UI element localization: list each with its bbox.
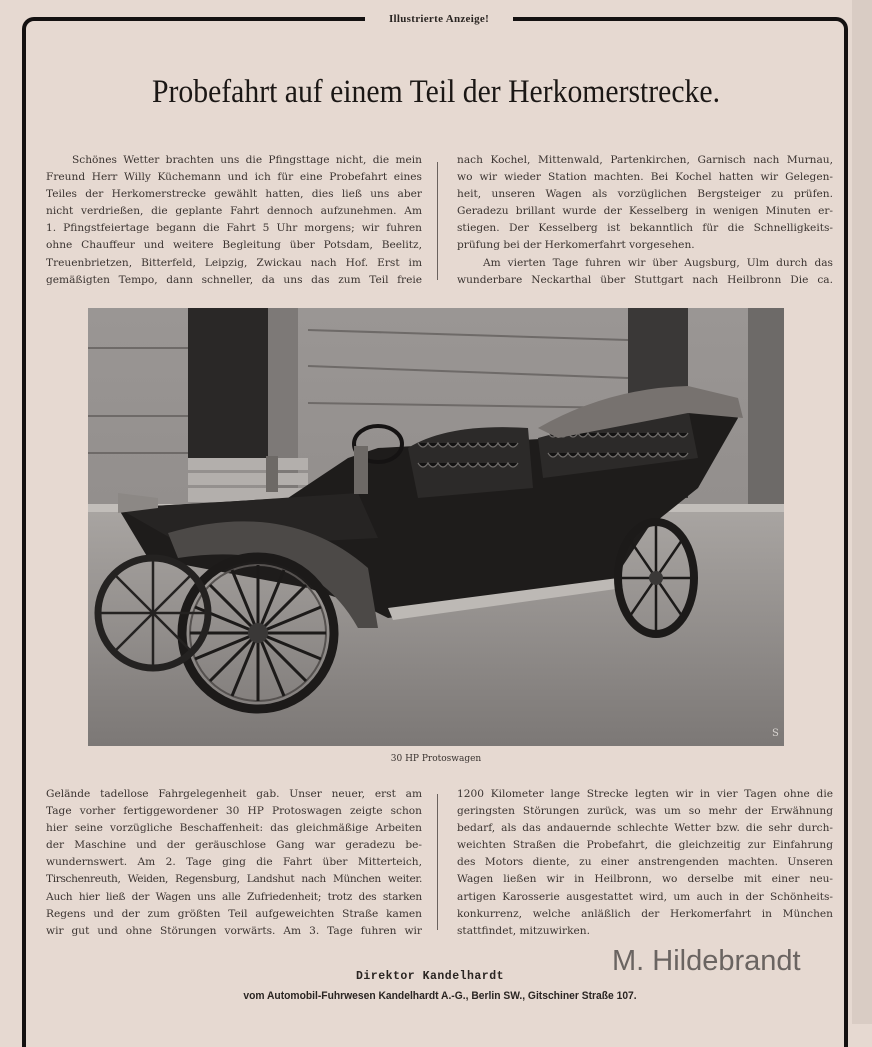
text-line: geringsten Störungen zurück, was um so mehr der Erwähnung — [457, 805, 833, 818]
signature-name: Direktor Kandelhardt — [355, 970, 505, 983]
signature-company: vom Automobil-Fuhrwesen Kandelhardt A.-G., Berlin SW., Gitschiner Straße 107. — [243, 990, 637, 1002]
text-line: stattfindet, mitzuwirken. — [457, 924, 590, 937]
text-line: Regens und der zum größten Teil aufgeweichten Straße kamen — [46, 907, 422, 920]
engraver-mark: S — [772, 728, 779, 739]
column-divider — [437, 162, 438, 280]
bottom-left-column — [46, 786, 422, 940]
text-line: bedarf, als das andauernde schlechte Wetter bzw. die sehr durch- — [457, 822, 833, 835]
text-line: Tirschenreuth, Weiden, Regensburg, Landshut nach München weiter. — [46, 873, 422, 886]
text-line: des Motors diente, zu einer anstrengenden machten. Unseren — [457, 856, 833, 869]
text-line: konkurrenz, welche anläßlich der Herkomerfahrt in München — [457, 907, 833, 920]
photo-caption: 30 HP Protoswagen — [390, 754, 482, 764]
text-line: Wagen ließen wir in Heilbronn, wo derselbe mit einer neu- — [457, 873, 833, 886]
paper-edge — [852, 0, 872, 1024]
text-line: wundernswert. Am 2. Tage ging die Fahrt über Mitterteich, — [46, 856, 422, 869]
text-line: Auch hier ließ der Wagen uns alle Zufriedenheit; trotz des starken — [46, 890, 422, 903]
text-line: Tage vorher fertiggewordener 30 HP Protoswagen zeigte schon — [46, 805, 422, 818]
rear-wheel — [618, 522, 694, 634]
article-title: Probefahrt auf einem Teil der Herkomerstrecke. — [151, 74, 721, 110]
text-line: heit, unseren Wagen als vorzüglichen Bergsteiger zu prüfen. — [457, 188, 833, 201]
text-line: Gelände tadellose Fahrgelegenheit gab. Unser neuer, erst am — [46, 788, 422, 800]
watermark: M. Hildebrandt — [612, 945, 801, 977]
text-line: Freund Herr Willy Küchemann und ich für eine Probefahrt eines — [46, 171, 422, 184]
header-kicker: Illustrierte Anzeige! — [365, 10, 513, 28]
text-line: nicht verdrießen, die geplante Fahrt dennoch aufzunehmen. Am — [46, 205, 422, 218]
text-line: ohne Chauffeur und weitere Begleitung über Potsdam, Beelitz, — [46, 239, 422, 252]
text-line: wunderbare Neckarthal über Stuttgart nach Heilbronn Die ca. — [457, 273, 833, 286]
car-illustration — [88, 308, 784, 746]
column-divider — [437, 794, 438, 930]
text-line: nach Kochel, Mittenwald, Partenkirchen, Garnisch nach Murnau, — [457, 154, 833, 166]
text-line: Treuenbrietzen, Bitterfeld, Leipzig, Zwickau nach Hof. Erst im — [46, 256, 422, 269]
text-line: weichten Straßen die Probefahrt, die gleichzeitig zur Einfahrung — [457, 839, 833, 852]
text-line: gemäßigten Tempo, dann schneller, da uns das zum Teil freie — [46, 273, 422, 286]
text-line: der Maschine und der geräuschlose Gang war geradezu be- — [46, 839, 422, 852]
text-line: stiegen. Der Kesselberg ist bekanntlich für die Schnelligkeits- — [457, 222, 833, 235]
text-line: Teiles der Herkomerstrecke gewählt hatten, dies ließ uns aber — [46, 188, 422, 201]
steps — [188, 458, 308, 502]
top-right-column — [457, 152, 833, 289]
text-line: Geradezu brillant wurde der Kesselberg in wenigen Minuten er- — [457, 205, 833, 218]
doorway — [188, 308, 268, 458]
text-line: Am vierten Tage fuhren wir über Augsburg, Ulm durch das — [483, 256, 833, 269]
top-left-column — [46, 152, 422, 289]
text-line: prüfung bei der Herkomerfahrt vorgesehen. — [457, 239, 695, 252]
text-line: artigen Karosserie ausgestattet wird, um auch in der Schönheits- — [457, 890, 833, 903]
text-line: 1. Pfingstfeiertage begann die Fahrt 5 Uhr morgens; wir fuhren — [46, 222, 422, 235]
bottom-right-column — [457, 786, 833, 940]
text-line: wo wir wieder Station machten. Bei Kochel hatten wir Gelegen- — [457, 171, 833, 184]
car-photograph — [88, 308, 784, 746]
text-line: hier seine vorzügliche Beschaffenheit: das gleichmäßige Arbeiten — [46, 822, 422, 835]
text-line: 1200 Kilometer lange Strecke legten wir in vier Tagen ohne die — [457, 788, 833, 800]
far-front-wheel — [98, 558, 208, 668]
text-line: Schönes Wetter brachten uns die Pfingsttage nicht, die mein — [72, 154, 422, 166]
text-line: wir gut und ohne Störungen vorwärts. Am 3. Tage fuhren wir — [46, 924, 422, 937]
